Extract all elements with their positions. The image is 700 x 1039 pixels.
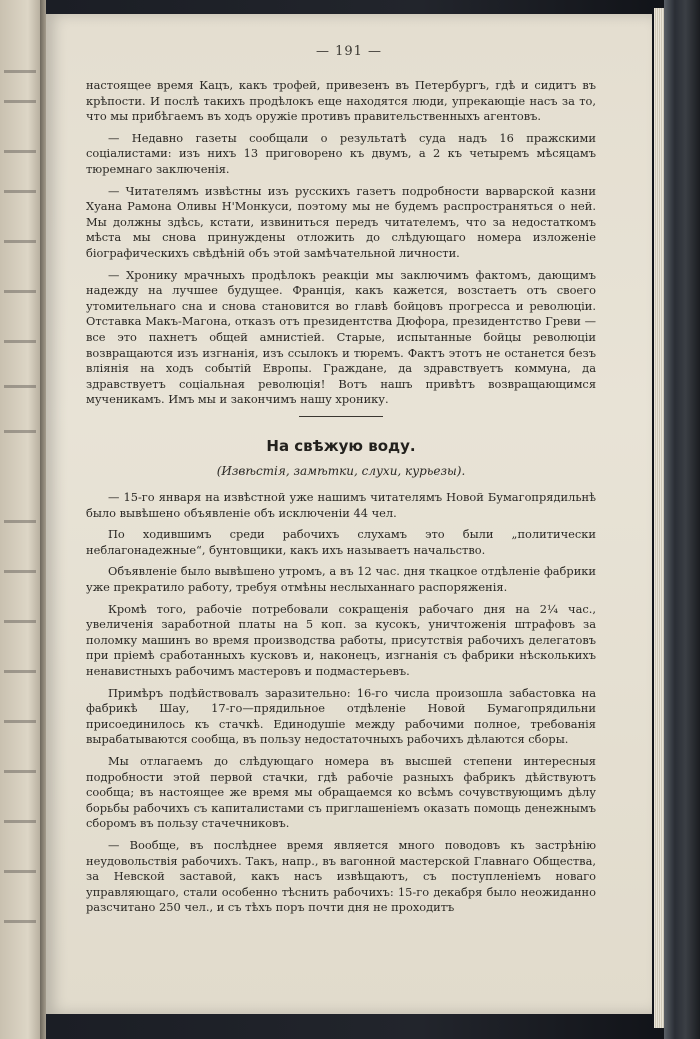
page-stack-edge <box>654 8 664 1028</box>
left-page-edge <box>0 0 40 1039</box>
paragraph: настоящее время Кацъ, какъ трофей, привезенъ въ Петербургъ, гдѣ и сидитъ въ крѣпости. И послѣ такихъ продѣлокъ еще находятся люди, упрекающіе насъ за то, что мы прибѣгаемъ въ ходъ оружіе противъ правительственныхъ агентовъ. <box>86 78 596 124</box>
book-page <box>46 14 652 1014</box>
section-title: На свѣжую воду. <box>266 436 416 455</box>
paragraph: — 15-го января на извѣстной уже нашимъ читателямъ Новой Бумагопрядильнѣ было вывѣшено объявленіе объ исключеніи 44 чел. <box>86 490 596 520</box>
paragraph: Мы отлагаемъ до слѣдующаго номера въ высшей степени интересныя подробности этой первой стачки, гдѣ рабочіе разныхъ фабрикъ дѣйствуютъ сообща; въ настоящее же время мы обращаемся ко всѣмъ сочувствующимъ дѣлу борьбы рабочихъ съ капиталистами съ приглашеніемъ оказать помощь денежнымъ сборомъ въ пользу стачечниковъ. <box>86 753 596 831</box>
paragraph: — Читателямъ извѣстны изъ русскихъ газетъ подробности варварской казни Хуана Рамона Оливы Н'Монкуси, поэтому мы не будемъ распространяться о ней. Мы должны здѣсь, кстати, извиниться передъ читателемъ, что за недостаткомъ мѣста мы снова принуждены отложить до слѣдующаго номера изложеніе біографическихъ свѣдѣній объ этой замѣчательной личности. <box>86 183 596 260</box>
paragraph: — Недавно газеты сообщали о результатѣ суда надъ 16 пражскими соціалистами: изъ нихъ 13 приговорено къ двумъ, а 2 къ четыремъ мѣсяцамъ тюремнаго заключенія. <box>86 130 596 176</box>
section-divider <box>299 416 383 417</box>
section-subtitle: (Извѣстія, замѣтки, слухи, курьезы). <box>216 464 466 479</box>
paragraph: По ходившимъ среди рабочихъ слухамъ это были „политически неблагонадежные“, бунтовщики, какъ ихъ называетъ начальство. <box>86 527 596 557</box>
paragraph: Примѣръ подѣйствовалъ заразительно: 16-го числа произошла забастовка на фабрикѣ Шау, 17-го—прядильное отдѣленіе Новой Бумагопрядильни присоединилось къ стачкѣ. Единодушіе между рабочими полное, требованія вырабатываются сообща, въ пользу недостаточныхъ рабочихъ дѣлаются сборы. <box>86 685 596 747</box>
paragraph: Объявленіе было вывѣшено утромъ, а въ 12 час. дня ткацкое отдѣленіе фабрики уже прекратило работу, требуя отмѣны неслыханнаго распоряженія. <box>86 564 596 595</box>
page-content <box>86 78 596 922</box>
book-cover-edge <box>664 0 700 1039</box>
paragraph: — Хронику мрачныхъ продѣлокъ реакціи мы заключимъ фактомъ, дающимъ надежду на лучшее будущее. Франція, какъ кажется, возстаетъ отъ своего утомительнаго сна и снова становится во главѣ бойцовъ прогресса и революціи. Отставка Макъ-Магона, отказъ отъ президентства Дюфора, президентство Греви — все это пахнетъ общей амнистіей. Старые, испытанные бойцы революціи возвращаются изъ изгнанія, изъ ссылокъ и тюремъ. Фактъ этотъ не останется безъ вліянія на ходъ событій Европы. Граждане, да здравствуетъ коммуна, да здравствуетъ соціальная революція! Вотъ нашъ привѣтъ возвращающимся мученикамъ. Имъ мы и закончимъ нашу хронику. <box>86 267 596 407</box>
paragraph: — Вообще, въ послѣднее время является много поводовъ къ застрѣнію неудовольствія рабочихъ. Такъ, напр., въ вагонной мастерской Главнаго Общества, за Невской заставой, какъ насъ извѣщаютъ, съ поступленіемъ новаго управляющаго, стали особенно тѣснить рабочихъ: 15-го декабря было неожиданно разсчитано 250 чел., и съ тѣхъ поръ почти дня не проходитъ <box>86 837 596 915</box>
paragraph: Кромѣ того, рабочіе потребовали сокращенія рабочаго дня на 2¼ час., увеличенія заработной платы на 5 коп. за кусокъ, уничтоженія штрафовъ за поломку машинъ во время производства работы, присутствія рабочихъ делегатовъ при пріемѣ сработанныхъ кусковъ и, наконецъ, изгнанія съ фабрики нѣсколькихъ ненавистныхъ рабочимъ мастеровъ и подмастерьевъ. <box>86 601 596 678</box>
page-number: — 191 — <box>315 44 383 59</box>
